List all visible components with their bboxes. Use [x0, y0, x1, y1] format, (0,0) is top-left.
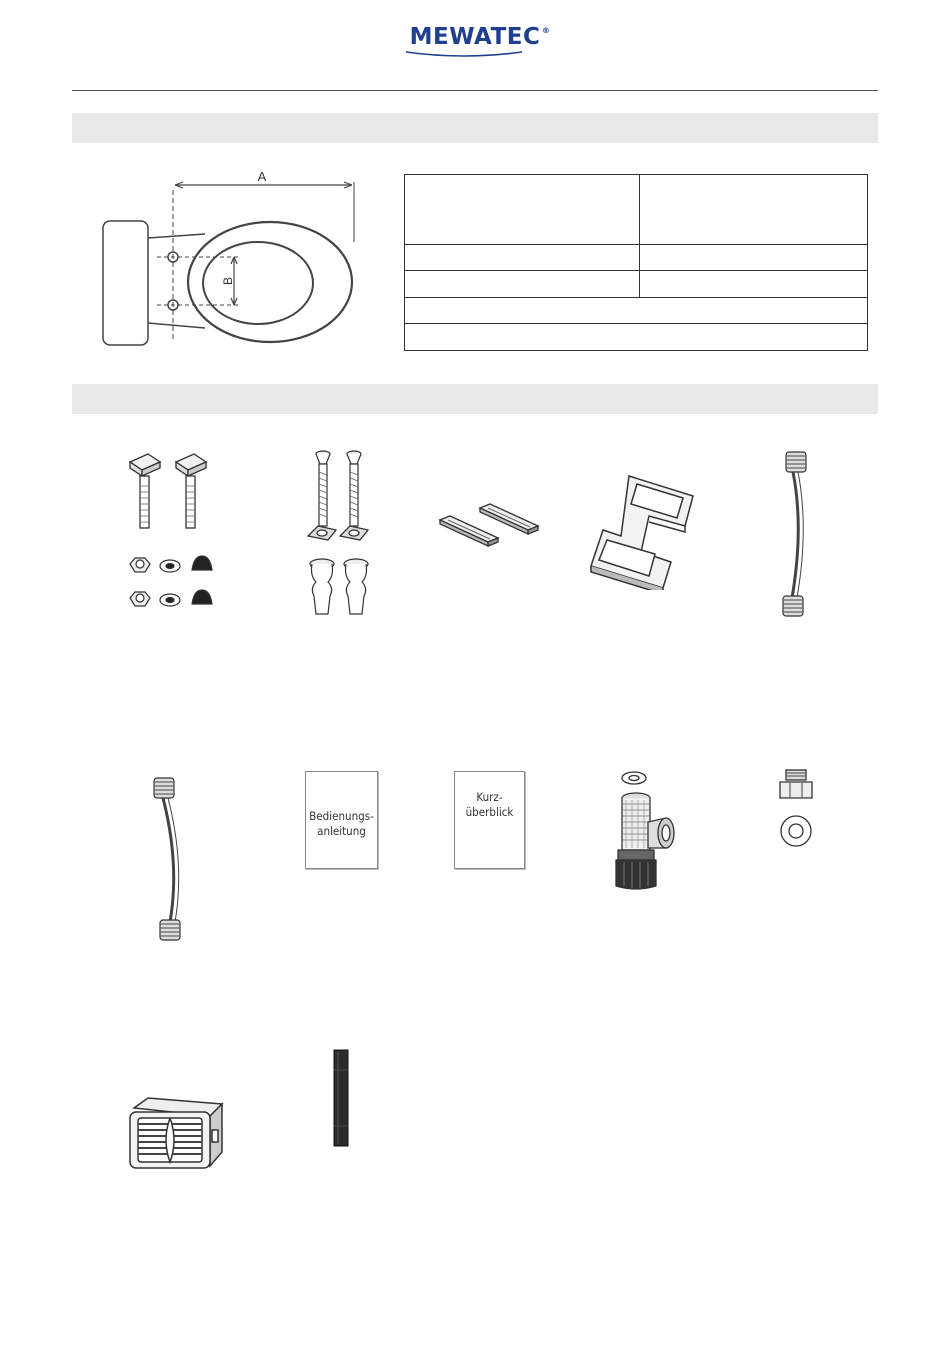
water-hose-long-icon: [148, 774, 188, 949]
adapter-fitting-and-washer-icon: [776, 766, 816, 851]
screw-and-anchor-set-icon: [296, 446, 386, 616]
header-divider: [72, 90, 878, 91]
spec-table-row-divider: [405, 323, 867, 324]
ventilation-grille-icon: [126, 1088, 226, 1176]
t-bolt-set-icon: [120, 446, 225, 621]
logo-text: MEWATEC: [409, 24, 541, 50]
spec-table: [404, 174, 868, 351]
spec-table-row-divider: [405, 244, 867, 245]
manual-booklet-line1: Bedienungs-: [309, 809, 374, 823]
seat-connector-bottom: [148, 323, 205, 328]
section-header-dimensions: [72, 113, 878, 143]
seat-inner-ellipse: [203, 242, 313, 324]
spec-table-column-divider: [639, 175, 640, 298]
brand-logo: [0, 24, 950, 54]
logo-registered-mark: ®: [541, 26, 551, 35]
quick-overview-line1: Kurz-: [476, 790, 503, 804]
spec-table-row-divider: [405, 270, 867, 271]
dim-b-label: B: [221, 276, 235, 286]
dim-a-label: A: [257, 169, 267, 184]
manual-booklet-line2: anleitung: [317, 824, 366, 838]
water-hose-short-icon: [776, 448, 816, 623]
mounting-template-icon: [585, 470, 697, 590]
t-valve-icon: [604, 768, 684, 893]
spec-table-row-divider: [405, 297, 867, 298]
quick-overview-booklet: [454, 771, 525, 869]
rubber-pad-pair-icon: [438, 500, 543, 560]
tank-outline: [103, 221, 148, 345]
manual-booklet: [305, 771, 378, 869]
logo-swoosh-icon: [404, 50, 524, 58]
section-header-contents: [72, 384, 878, 414]
logo-wordmark: [409, 24, 551, 54]
black-seal-strip-icon: [332, 1048, 350, 1148]
toilet-seat-dimension-diagram: [95, 160, 365, 355]
seat-connector-top: [148, 234, 205, 238]
quick-overview-line2: überblick: [465, 805, 514, 819]
